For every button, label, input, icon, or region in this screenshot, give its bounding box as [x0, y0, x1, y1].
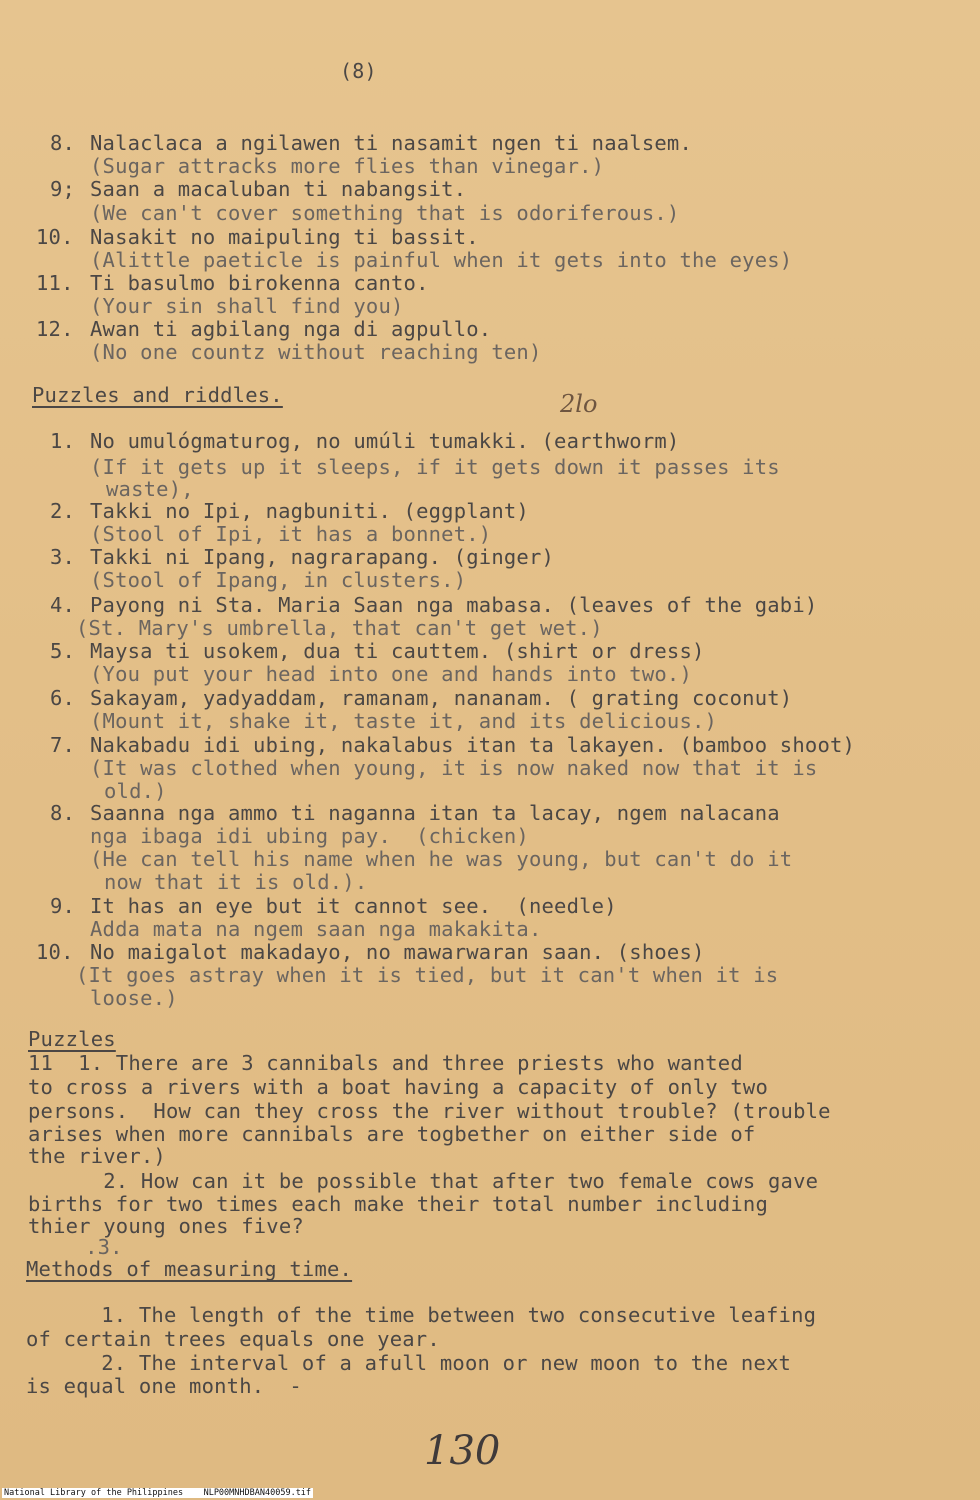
proverb-translation: (Sugar attracks more flies than vinegar.): [90, 154, 605, 178]
handwritten-note: 2lo: [560, 390, 598, 418]
riddle-number: 8.: [50, 801, 76, 825]
riddle-line: (He can tell his name when he was young, but can't do it: [90, 847, 793, 871]
methods-line: 2. The interval of a afull moon or new moon to the next: [26, 1351, 792, 1375]
puzzle-line: arises when more cannibals are togbether on either side of: [28, 1122, 756, 1146]
riddle-line: Sakayam, yadyaddam, ramanam, nananam. ( grating coconut): [90, 686, 793, 710]
riddle-line: nga ibaga idi ubing pay. (chicken): [90, 824, 529, 848]
proverb-number: 9;: [50, 177, 76, 201]
methods-line: is equal one month. -: [26, 1374, 302, 1398]
riddle-line: Takki no Ipi, nagbuniti. (eggplant): [90, 499, 529, 523]
riddle-line: Saanna nga ammo ti naganna itan ta lacay, ngem nalacana: [90, 801, 780, 825]
riddle-line: Adda mata na ngem saan nga makakita.: [90, 917, 542, 941]
proverb-text: Ti basulmo birokenna canto.: [90, 271, 429, 295]
riddle-line: waste),: [106, 477, 194, 501]
puzzle-line: to cross a rivers with a boat having a capacity of only two: [28, 1075, 768, 1099]
page-number: (8): [340, 59, 377, 83]
riddle-line: old.): [104, 779, 167, 803]
proverb-number: 12.: [36, 317, 74, 341]
riddle-number: 5.: [50, 639, 76, 663]
proverb-text: Nalaclaca a ngilawen ti nasamit ngen ti naalsem.: [90, 131, 693, 155]
riddle-line: Takki ni Ipang, nagrarapang. (ginger): [90, 545, 555, 569]
puzzle-line: thier young ones five?: [28, 1214, 304, 1238]
puzzle-line: .3.: [60, 1235, 123, 1259]
proverb-number: 11.: [36, 271, 74, 295]
puzzle-line: births for two times each make their total number including: [28, 1192, 768, 1216]
riddle-line: Nakabadu idi ubing, nakalabus itan ta lakayen. (bamboo shoot): [90, 733, 856, 757]
riddle-line: now that it is old.).: [104, 870, 368, 894]
riddle-line: (Stool of Ipi, it has a bonnet.): [90, 522, 492, 546]
riddle-line: loose.): [90, 986, 178, 1010]
scan-footer: National Library of the Philippines NLP00MNHDBAN40059.tif: [4, 1488, 312, 1498]
riddle-number: 3.: [50, 545, 76, 569]
proverb-text: Saan a macaluban ti nabangsit.: [90, 177, 467, 201]
proverb-number: 10.: [36, 225, 74, 249]
methods-line: of certain trees equals one year.: [26, 1327, 440, 1351]
handwritten-page-number: 130: [424, 1428, 501, 1474]
riddle-line: (Stool of Ipang, in clusters.): [90, 568, 467, 592]
riddle-line: Maysa ti usokem, dua ti cauttem. (shirt or dress): [90, 639, 705, 663]
puzzle-line: persons. How can they cross the river without trouble? (trouble: [28, 1099, 831, 1123]
methods-heading: Methods of measuring time.: [26, 1257, 353, 1281]
riddles-heading: Puzzles and riddles.: [32, 383, 283, 407]
methods-line: 1. The length of the time between two consecutive leafing: [26, 1303, 817, 1327]
proverb-number: 8.: [50, 131, 76, 155]
riddle-line: It has an eye but it cannot see. (needle): [90, 894, 617, 918]
puzzle-line: 11 1. There are 3 cannibals and three priests who wanted: [28, 1051, 743, 1075]
riddle-line: (It goes astray when it is tied, but it can't when it is: [76, 963, 779, 987]
riddle-line: (St. Mary's umbrella, that can't get wet.): [76, 616, 603, 640]
riddle-number: 4.: [50, 593, 76, 617]
proverb-translation: (No one countz without reaching ten): [90, 340, 542, 364]
riddle-number: 9.: [50, 894, 76, 918]
proverb-translation: (We can't cover something that is odoriferous.): [90, 201, 680, 225]
riddle-line: (Mount it, shake it, taste it, and its delicious.): [90, 709, 718, 733]
riddle-number: 1.: [50, 429, 76, 453]
riddle-number: 6.: [50, 686, 76, 710]
proverb-text: Nasakit no maipuling ti bassit.: [90, 225, 479, 249]
riddle-number: 10.: [36, 940, 74, 964]
riddle-line: (If it gets up it sleeps, if it gets down it passes its: [90, 455, 780, 479]
proverb-translation: (Your sin shall find you): [90, 294, 404, 318]
proverb-translation: (Alittle paeticle is painful when it gets into the eyes): [90, 248, 793, 272]
riddle-line: No umulógmaturog, no umúli tumakki. (earthworm): [90, 429, 680, 453]
riddle-number: 7.: [50, 733, 76, 757]
riddle-number: 2.: [50, 499, 76, 523]
riddle-line: (It was clothed when young, it is now naked now that it is: [90, 756, 818, 780]
proverb-text: Awan ti agbilang nga di agpullo.: [90, 317, 492, 341]
riddle-line: No maigalot makadayo, no mawarwaran saan. (shoes): [90, 940, 705, 964]
riddle-line: (You put your head into one and hands into two.): [90, 662, 693, 686]
puzzle-line: 2. How can it be possible that after two female cows gave: [28, 1169, 819, 1193]
puzzle-line: the river.): [28, 1144, 166, 1168]
puzzles-heading: Puzzles: [28, 1027, 116, 1051]
riddle-line: Payong ni Sta. Maria Saan nga mabasa. (leaves of the gabi): [90, 593, 818, 617]
